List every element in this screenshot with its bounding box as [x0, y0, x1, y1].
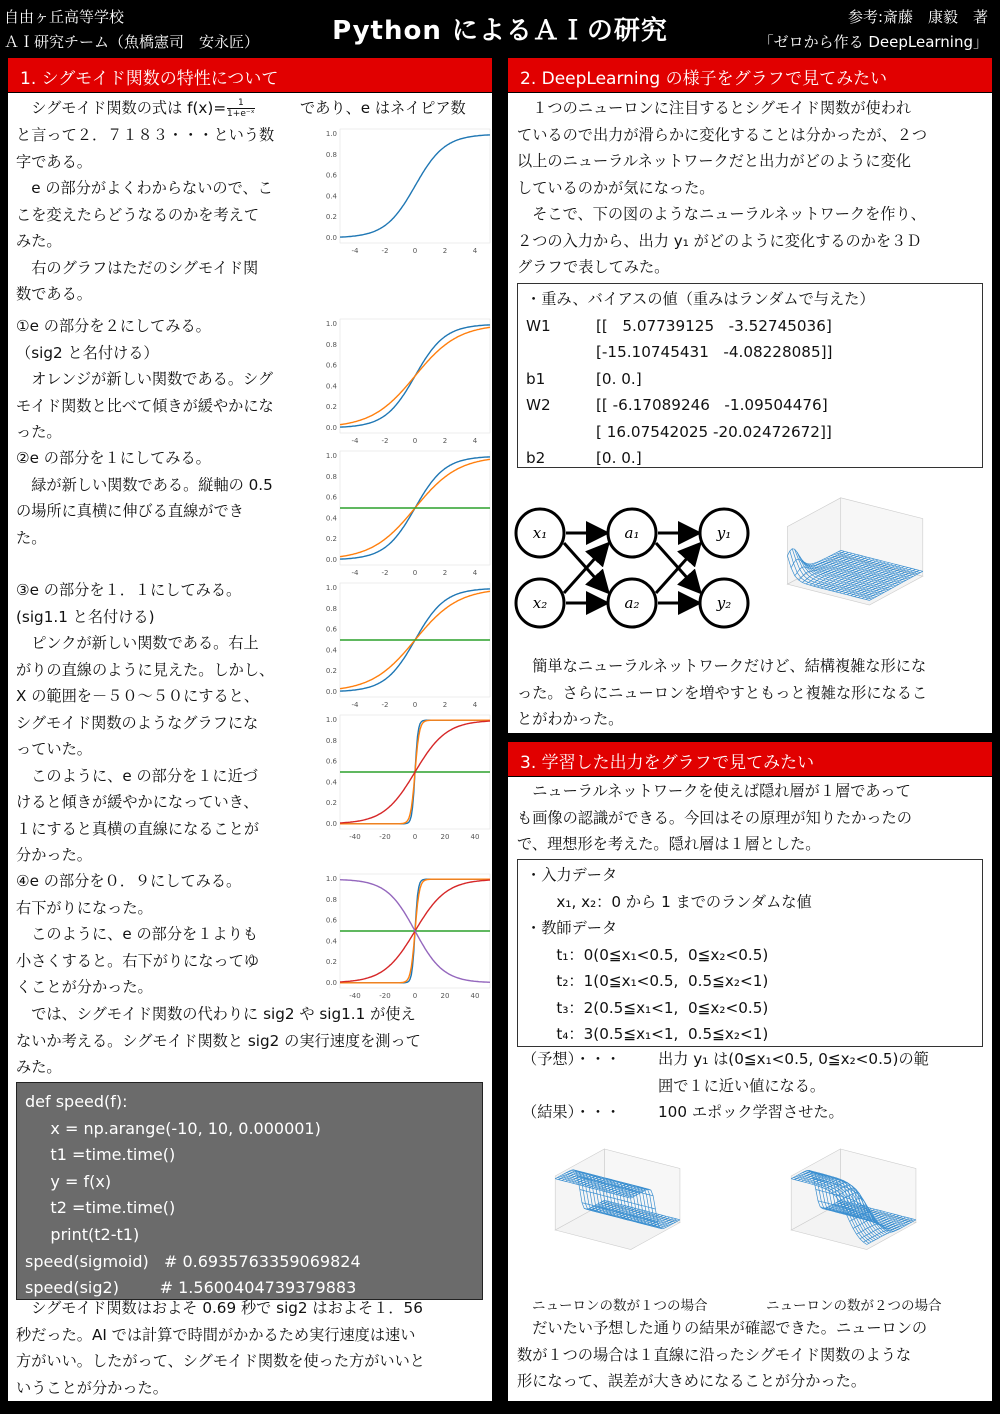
exp3-line: １にすると真横の直線になることが [16, 819, 259, 838]
conclusion-line: シグモイド関数はおよそ 0.69 秒で sig2 はおよそ１．56 [16, 1299, 423, 1317]
node-a1: a₁ [624, 524, 640, 542]
s2-intro-line: ているので出力が滑らかに変化することは分かったが、２つ [517, 125, 928, 144]
weight-key: W2 [526, 396, 551, 414]
data-line: ・入力データ [526, 866, 618, 884]
y-tick-label: 0.4 [325, 382, 337, 391]
plot-sig1-1 [318, 577, 492, 712]
exp3-line: 分かった。 [16, 846, 92, 864]
poster-title: Python によるＡＩの研究 [332, 16, 668, 46]
data-line: t₃：2(0.5≦x₁<1, 0≦x₂<0.5) [526, 998, 769, 1017]
y-tick-label: 0.0 [325, 555, 337, 564]
plot-wide-range [318, 709, 492, 844]
school-name: 自由ヶ丘高等学校 [4, 8, 125, 26]
data-line: ・教師データ [526, 919, 618, 937]
intro-line: こを変えたらどうなるのかを考えて [16, 205, 259, 224]
s2-outro-line: とがわかった。 [517, 710, 624, 728]
exp4-line: ④e の部分を０．９にしてみる。 [16, 872, 242, 890]
y-tick-label: 1.0 [325, 716, 337, 725]
y-tick-label: 1.0 [325, 452, 337, 461]
y-tick-label: 0.4 [325, 192, 337, 201]
plot-sig2 [318, 313, 492, 448]
edge-x1-a2 [564, 543, 606, 590]
section2-panel [508, 93, 992, 733]
plot-sigmoid [318, 123, 492, 258]
s2-outro-line: った。さらにニューロンを増やすともっと複雑な形になるこ [517, 683, 928, 702]
x-tick-label: -2 [381, 701, 389, 709]
x-tick-label: 2 [442, 701, 448, 709]
y-tick-label: 1.0 [325, 130, 337, 139]
y-tick-label: 0.0 [325, 687, 337, 696]
x-tick-label: -4 [351, 437, 359, 445]
x-tick-label: 4 [472, 701, 478, 709]
y-tick-label: 0.2 [325, 213, 337, 222]
intro-line-1-tail: であり、e はネイピア数 [300, 99, 466, 117]
weight-value: [0. 0.] [596, 449, 642, 467]
plot-sig1 [318, 445, 492, 580]
exp1-line: （sig2 と名付ける） [16, 343, 159, 362]
edge-a1-y2 [656, 543, 698, 590]
conclusion-line: いうことが分かった。 [16, 1378, 168, 1397]
formula-fraction [227, 98, 255, 119]
result-label: （結果）・・・ [522, 1103, 621, 1121]
x-tick-label: 0 [412, 569, 418, 577]
y-tick-label: 0.2 [325, 958, 337, 967]
y-tick-label: 0.2 [325, 667, 337, 676]
caption-one-neuron: ニューロンの数が１つの場合 [532, 1298, 708, 1314]
s3-outro-line: だいたい予想した通りの結果が確認できた。ニューロンの [517, 1319, 928, 1337]
code-line: t2 =time.time() [25, 1198, 176, 1218]
exp3-line: (sig1.1 と名付ける) [16, 607, 155, 626]
experiment-1 [16, 313, 326, 446]
y-tick-label: 0.4 [325, 778, 337, 787]
s3-outro-line: 形になって、誤差が大きめになることが分かった。 [517, 1372, 867, 1390]
speed-intro-line: では、シグモイド関数の代わりに sig2 や sig1.1 が使え [16, 1005, 416, 1023]
node-x2: x₂ [532, 594, 548, 612]
s3-intro-line: で、理想形を考えた。隠れ層は１層とした。 [517, 835, 821, 853]
y-tick-label: 0.4 [325, 646, 337, 655]
weights-row [526, 445, 974, 472]
s3-intro-line: も画像の認識ができる。今回はその原理が知りたかったの [517, 808, 912, 827]
y-tick-label: 0.0 [325, 978, 337, 987]
weights-row [526, 366, 974, 393]
data-line: t₄：3(0.5≦x₁<1, 0.5≦x₂<1) [526, 1025, 769, 1043]
x-tick-label: 20 [440, 833, 450, 841]
code-line: x = np.arange(-10, 10, 0.000001) [25, 1118, 321, 1138]
intro-line: 右のグラフはただのシグモイド関 [16, 258, 259, 277]
x-tick-label: 40 [470, 992, 480, 1000]
x-tick-label: 4 [472, 569, 478, 577]
y-tick-label: 0.6 [325, 493, 337, 502]
weight-value: [[ -6.17089246 -1.09504476] [596, 396, 828, 414]
y-tick-label: 0.8 [325, 340, 337, 349]
section2-intro [517, 95, 987, 281]
section2-outro [517, 653, 987, 733]
weight-value: [0. 0.] [596, 369, 642, 388]
s2-intro-line: しているのかが気になった。 [517, 178, 715, 197]
intro-line: e の部分がよくわからないので、こ [16, 179, 273, 197]
pred-line: 囲で１に近い値になる。 [658, 1076, 826, 1095]
x-tick-label: 2 [442, 247, 448, 255]
y-tick-label: 1.0 [325, 584, 337, 593]
code-line: def speed(f): [25, 1092, 128, 1111]
code-line: t1 =time.time() [25, 1145, 176, 1165]
exp1-line: ①e の部分を２にしてみる。 [16, 317, 211, 335]
experiment-4 [16, 868, 326, 1001]
x-tick-label: -20 [379, 833, 391, 841]
section3-heading: 3. 学習した出力をグラフで見てみたい [508, 742, 992, 776]
exp3-line: っていた。 [16, 740, 92, 758]
weight-key: b1 [526, 369, 546, 388]
s2-intro-line: グラフで表してみた。 [517, 258, 670, 276]
x-tick-label: -2 [381, 247, 389, 255]
intro-line: 字である。 [16, 152, 92, 171]
x-tick-label: 4 [472, 247, 478, 255]
weight-value: [-15.10745431 -4.08228085]] [596, 343, 833, 361]
section3-intro [517, 778, 987, 858]
x-tick-label: -4 [351, 569, 359, 577]
edge-x2-a1 [564, 546, 606, 593]
x-tick-label: 20 [440, 992, 450, 1000]
exp4-line: 小さくすると。右下がりになってゆ [16, 951, 259, 970]
formula-denominator: 1+e⁻ˣ [227, 109, 255, 119]
exp3-line: X の範囲を－５０～５０にすると、 [16, 687, 260, 705]
intro-line-1 [16, 95, 336, 122]
y-tick-label: 0.6 [325, 171, 337, 180]
x-tick-label: 4 [472, 437, 478, 445]
exp1-line: オレンジが新しい関数である。シグ [16, 370, 274, 388]
experiment-3 [16, 577, 326, 869]
exp2-line: た。 [16, 528, 47, 547]
surface-plot-two-neurons [766, 1137, 976, 1287]
prediction-text [658, 1046, 988, 1099]
section1-conclusion [16, 1295, 486, 1401]
x-tick-label: -4 [351, 247, 359, 255]
exp4-line: くことが分かった。 [16, 978, 153, 996]
weight-key: W1 [526, 316, 551, 335]
result-text: 100 エポック学習させた。 [658, 1103, 844, 1121]
node-y2: y₂ [716, 594, 732, 612]
section1-panel [8, 93, 492, 1401]
s3-outro-line: 数が１つの場合は１直線に沿ったシグモイド関数のような [517, 1345, 912, 1364]
experiment-2 [16, 445, 326, 551]
y-tick-label: 0.8 [325, 604, 337, 613]
y-tick-label: 0.6 [325, 757, 337, 766]
exp3-line: ピンクが新しい関数である。右上 [16, 634, 259, 652]
weight-key: b2 [526, 449, 546, 467]
exp3-line: けると傾きが緩やかになっていき、 [16, 793, 259, 811]
data-line: x₁, x₂：0 から 1 までのランダムな値 [526, 892, 812, 911]
s2-intro-line: そこで、下の図のようなニューラルネットワークを作り、 [517, 205, 926, 223]
exp1-line: モイド関数と比べて傾きが緩やかにな [16, 396, 274, 415]
speed-intro-line: ないか考える。シグモイド関数と sig2 の実行速度を測って [16, 1031, 421, 1050]
node-y1: y₁ [716, 524, 732, 542]
surface-plot-one-neuron [530, 1137, 740, 1287]
speed-intro [16, 1001, 486, 1081]
weights-row [526, 419, 974, 446]
weight-value: [ 16.07542025 -20.02472672]] [596, 422, 832, 441]
exp1-line: った。 [16, 423, 62, 441]
section1-intro [16, 95, 336, 122]
s2-outro-line: 簡単なニューラルネットワークだけど、結構複雑な形にな [517, 657, 927, 675]
weight-key [526, 339, 596, 366]
edge-a2-y1 [656, 546, 698, 593]
x-tick-label: 0 [412, 701, 418, 709]
data-line: t₁：0(0≦x₁<0.5, 0≦x₂<0.5) [526, 945, 769, 964]
speed-intro-line: みた。 [16, 1058, 62, 1076]
x-tick-label: -4 [351, 701, 359, 709]
reference-author: 参考:斎藤 康毅 著 [847, 8, 988, 26]
x-tick-label: -40 [349, 992, 361, 1000]
section3-outro [517, 1315, 987, 1395]
exp3-line: このように、e の部分を１に近づ [16, 766, 258, 785]
y-tick-label: 0.8 [325, 150, 337, 159]
exp4-line: 右下がりになった。 [16, 898, 153, 917]
exp3-line: シグモイド関数のようなグラフにな [16, 713, 259, 732]
poster-header [0, 0, 1000, 56]
x-tick-label: -40 [349, 833, 361, 841]
y-tick-label: 0.2 [325, 535, 337, 544]
pred-line: 出力 y₁ は(0≦x₁<0.5, 0≦x₂<0.5)の範 [658, 1050, 929, 1068]
intro-line: みた。 [16, 232, 62, 250]
team-name: ＡＩ研究チーム（魚橋憲司 安永匠） [4, 33, 260, 51]
network-diagram [512, 498, 752, 638]
x-tick-label: -20 [379, 992, 391, 1000]
intro-line: と言って２．７１８３・・・という数 [16, 126, 275, 144]
x-tick-label: -2 [381, 569, 389, 577]
y-tick-label: 1.0 [325, 875, 337, 884]
exp2-line: 緑が新しい関数である。縦軸の 0.5 [16, 475, 273, 494]
conclusion-line: 秒だった。AI では計算で時間がかかるため実行速度は速い [16, 1325, 416, 1344]
data-line: t₂：1(0≦x₁<0.5, 0.5≦x₂<1) [526, 972, 769, 990]
s2-intro-line: 以上のニューラルネットワークだと出力がどのように変化 [517, 152, 911, 170]
weights-row [526, 339, 974, 366]
y-tick-label: 0.6 [325, 361, 337, 370]
code-line: print(t2-t1) [25, 1224, 140, 1244]
y-tick-label: 0.2 [325, 799, 337, 808]
y-tick-label: 1.0 [325, 320, 337, 329]
intro-line: 数である。 [16, 285, 92, 303]
node-a2: a₂ [624, 594, 640, 612]
reference-book: 「ゼロから作る DeepLearning」 [758, 33, 988, 51]
formula-numerator: 1 [227, 98, 255, 109]
section1-intro-rest [16, 122, 326, 308]
y-tick-label: 0.4 [325, 514, 337, 523]
code-line: speed(sig2) # 1.5600404739379883 [25, 1278, 357, 1298]
y-tick-label: 0.6 [325, 625, 337, 634]
caption-two-neurons: ニューロンの数が２つの場合 [766, 1298, 942, 1314]
weights-box [517, 283, 983, 468]
x-tick-label: 2 [442, 569, 448, 577]
y-tick-label: 0.6 [325, 916, 337, 925]
s3-intro-line: ニューラルネットワークを使えば隠れ層が１層であって [517, 782, 911, 800]
y-tick-label: 0.0 [325, 819, 337, 828]
prediction-label: （予想）・・・ [522, 1050, 621, 1068]
node-x1: x₁ [532, 524, 548, 542]
section1-heading: 1. シグモイド関数の特性について [8, 58, 492, 92]
code-line: y = f(x) [25, 1171, 112, 1191]
s2-intro-line: １つのニューロンに注目するとシグモイド関数が使われ [517, 99, 912, 117]
weights-row [526, 392, 974, 419]
x-tick-label: 0 [412, 833, 418, 841]
section2-heading: 2. DeepLearning の様子をグラフで見てみたい [508, 58, 992, 92]
exp2-line: の場所に真横に伸びる直線ができ [16, 502, 244, 520]
x-tick-label: 2 [442, 437, 448, 445]
weights-title: ・重み、バイアスの値（重みはランダムで与えた） [526, 290, 875, 308]
intro-text-a: シグモイド関数の式は f(x)= [16, 99, 227, 117]
y-tick-label: 0.8 [325, 736, 337, 745]
x-tick-label: 0 [412, 247, 418, 255]
x-tick-label: 0 [412, 437, 418, 445]
y-tick-label: 0.8 [325, 895, 337, 904]
weights-row [526, 313, 974, 340]
conclusion-line: 方がいい。したがって、シグモイド関数を使った方がいいと [16, 1352, 425, 1370]
plot-sig0-9 [318, 868, 492, 1003]
surface-plot-network-output [760, 485, 988, 645]
y-tick-label: 0.0 [325, 233, 337, 242]
x-tick-label: 0 [412, 992, 418, 1000]
s2-intro-line: ２つの入力から、出力 y₁ がどのように変化するのかを３Ｄ [517, 231, 922, 250]
y-tick-label: 0.0 [325, 423, 337, 432]
code-line: speed(sigmoid) # 0.6935763359069824 [25, 1251, 361, 1271]
exp3-line: ③e の部分を１．１にしてみる。 [16, 581, 242, 599]
weight-value: [[ 5.07739125 -3.52745036] [596, 316, 832, 335]
x-tick-label: 40 [470, 833, 480, 841]
section3-panel [508, 777, 992, 1401]
weight-key [526, 419, 596, 446]
exp4-line: このように、e の部分を１よりも [16, 925, 258, 943]
training-data-box [517, 859, 983, 1047]
exp2-line: ②e の部分を１にしてみる。 [16, 449, 211, 467]
y-tick-label: 0.4 [325, 937, 337, 946]
y-tick-label: 0.8 [325, 472, 337, 481]
y-tick-label: 0.2 [325, 403, 337, 412]
x-tick-label: -2 [381, 437, 389, 445]
speed-code-block [16, 1082, 483, 1300]
exp3-line: がりの直線のように見えた。しかし、 [16, 660, 275, 679]
